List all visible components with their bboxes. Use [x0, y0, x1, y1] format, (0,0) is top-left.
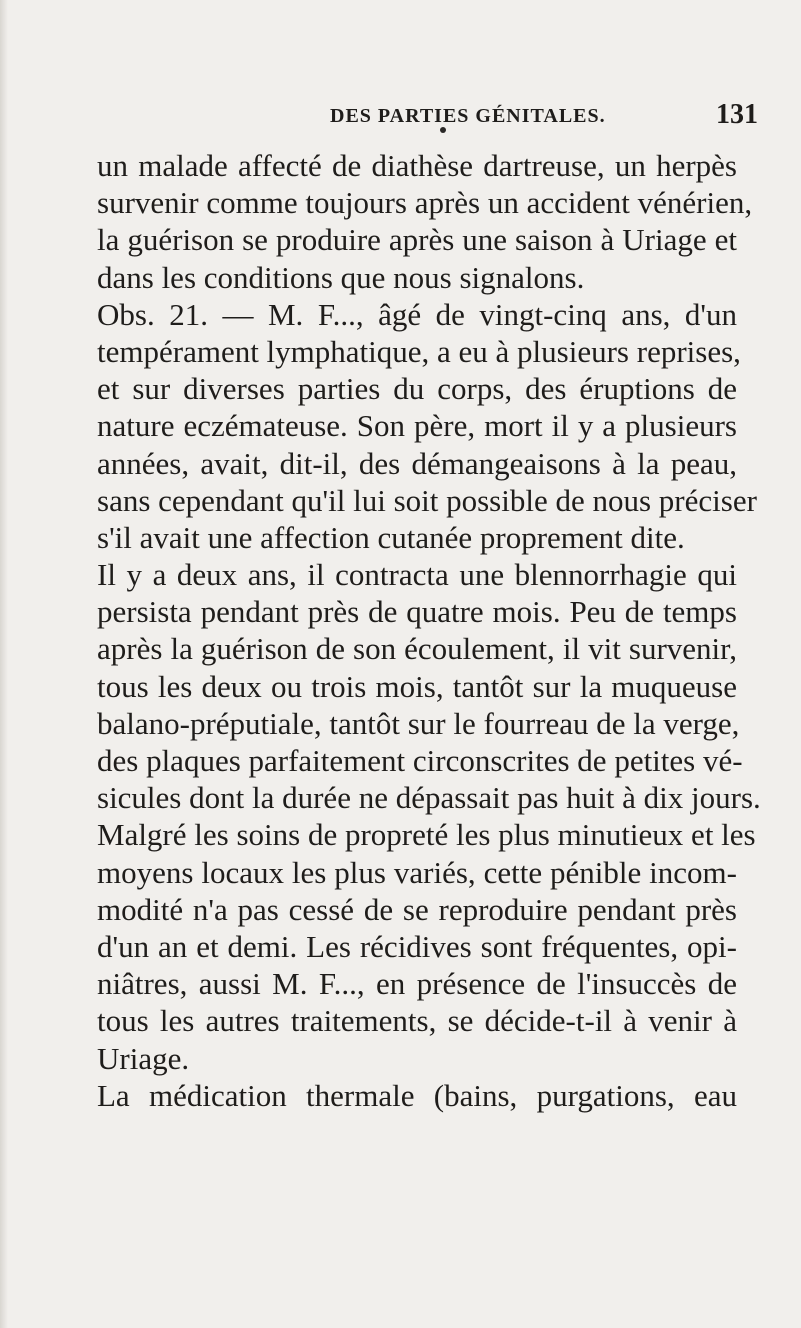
page-number: 131 — [716, 99, 758, 130]
running-head — [0, 99, 801, 141]
text-line: sans cependant qu'il lui soit possible de nous préciser — [97, 482, 757, 518]
text-line: nature eczémateuse. Son père, mort il y a plusieurs — [97, 408, 737, 444]
text-line: des plaques parfaitement circonscrites de petites vé- — [97, 743, 743, 778]
running-title: DES PARTIES GÉNITALES. — [330, 105, 606, 127]
text-line: tous les autres traitements, se décide-t-il à venir à — [97, 1003, 737, 1039]
text-line: balano-préputiale, tantôt sur le fourreau de la verge, — [97, 705, 740, 741]
text-line: sicules dont la durée ne dépassait pas huit à dix jours. — [97, 780, 761, 816]
text-line: La médication thermale (bains, purgations, eau — [97, 1077, 737, 1113]
body-text — [97, 147, 761, 1114]
text-line: et sur diverses parties du corps, des éruptions de — [97, 371, 737, 407]
ink-dot — [440, 127, 446, 133]
text-line: tempérament lymphatique, a eu à plusieurs reprises, — [97, 333, 741, 369]
text-line: survenir comme toujours après un accident vénérien, — [97, 185, 753, 221]
text-line: dans les conditions que nous signalons. — [97, 259, 585, 295]
text-line: après la guérison de son écoulement, il vit survenir, — [97, 631, 737, 667]
text-line: moyens locaux les plus variés, cette pénible incom- — [97, 854, 737, 890]
text-line: tous les deux ou trois mois, tantôt sur la muqueuse — [97, 668, 737, 704]
observation-heading-line: Obs. 21. — M. F..., âgé de vingt-cinq ans, d'un — [97, 296, 737, 332]
text-line: Il y a deux ans, il contracta une blennorrhagie qui — [97, 557, 737, 593]
text-line: d'un an et demi. Les récidives sont fréquentes, opi- — [97, 928, 737, 964]
text-line: un malade affecté de diathèse dartreuse, un herpès — [97, 148, 737, 183]
text-line: Uriage. — [97, 1040, 190, 1076]
text-line: modité n'a pas cessé de se reproduire pendant près — [97, 891, 737, 927]
text-line: niâtres, aussi M. F..., en présence de l'insuccès de — [97, 966, 737, 1002]
text-line: s'il avait une affection cutanée proprement dite. — [97, 519, 685, 555]
text-line: la guérison se produire après une saison à Uriage et — [97, 222, 737, 258]
text-line: Malgré les soins de propreté les plus minutieux et les — [97, 817, 756, 853]
text-line: persista pendant près de quatre mois. Peu de temps — [97, 594, 737, 630]
page-edge-shadow — [0, 0, 8, 1328]
text-line: années, avait, dit-il, des démangeaisons à la peau, — [97, 445, 737, 481]
